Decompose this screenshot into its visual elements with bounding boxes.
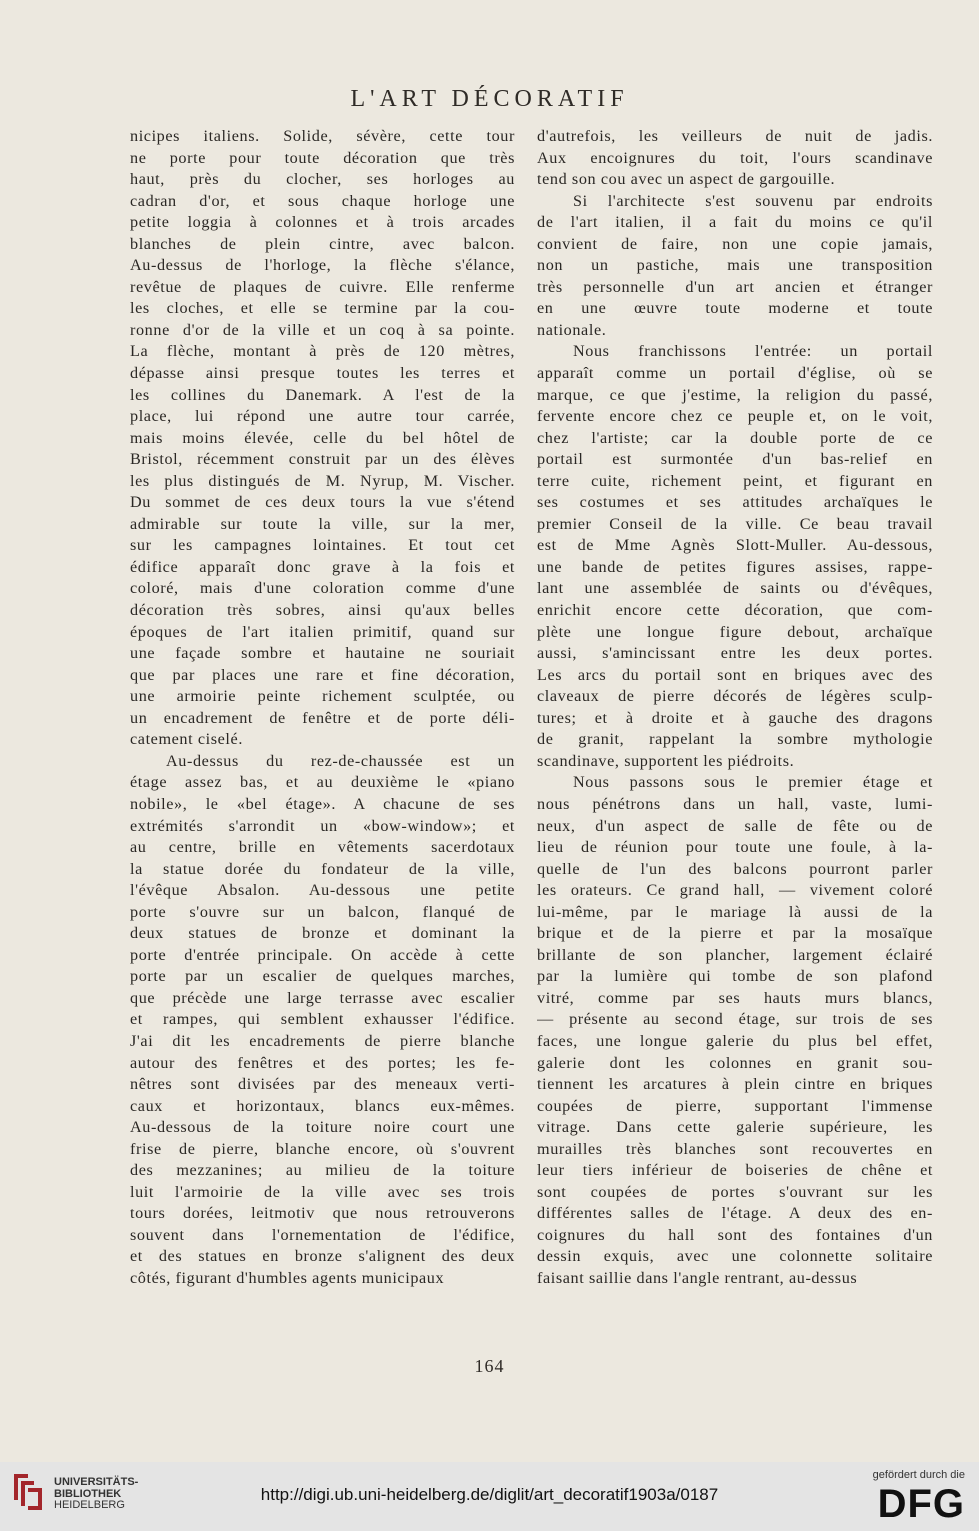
text-line: un encadrement de fenêtre et de porte déli-	[130, 708, 515, 727]
text-line: — présente au second étage, sur trois de ses	[537, 1010, 933, 1029]
right-column	[537, 126, 933, 1290]
text-line: Si l'architecte s'est souvenu par endroits	[573, 191, 933, 210]
text-line: cadran d'or, et sous chaque horloge une	[130, 191, 515, 210]
text-line: la statue dorée du fondateur de la ville,	[130, 859, 515, 878]
text-line: chez l'artiste; car la double porte de ce	[537, 428, 933, 447]
text-line: très personnelle d'un art ancien et étranger	[537, 277, 933, 296]
footer-bar	[0, 1462, 979, 1531]
text-line: petite loggia à colonnes et à trois arcades	[130, 213, 515, 232]
text-line: que précède une large terrasse avec escalier	[130, 988, 515, 1007]
text-line: lant une assemblée de saints ou d'évêques,	[537, 579, 933, 598]
text-line: mais moins élevée, celle du bel hôtel de	[130, 428, 515, 447]
text-line: vitré, comme par ses hauts murs blancs,	[537, 988, 933, 1007]
text-line: Au-dessus de l'horloge, la flèche s'élance,	[130, 256, 515, 275]
text-line: coupées de pierre, supportant l'immense	[537, 1096, 933, 1115]
text-line: coloré, mais d'une coloration comme d'une	[130, 579, 515, 598]
text-line: Les arcs du portail sont en briques avec des	[537, 665, 933, 684]
text-line: tours dorées, leitmotiv que nous retrouverons	[130, 1204, 515, 1223]
text-line: leur tiers inférieur de boiseries de chêne et	[537, 1161, 933, 1180]
text-line: nobile», le «bel étage». A chacune de ses	[130, 794, 515, 813]
text-line: édifice apparaît donc grave à la fois et	[130, 557, 515, 576]
text-line: Au-dessous de la toiture noire court une	[130, 1118, 515, 1137]
text-line: claveaux de pierre décorés de légères sculp-	[537, 687, 933, 706]
text-line: au centre, brille en vêtements sacerdotaux	[130, 838, 515, 857]
text-line: convient de faire, non une copie jamais,	[537, 234, 933, 253]
text-line: ses costumes et ses attitudes archaïques le	[537, 493, 933, 512]
text-line: les orateurs. Ce grand hall, — vivement coloré	[537, 881, 933, 900]
text-line: Nous passons sous le premier étage et	[573, 773, 933, 792]
left-column	[130, 126, 515, 1290]
text-line: les cloches, et elle se termine par la cou-	[130, 299, 515, 318]
text-line: aussi, s'amincissant entre les deux portes.	[537, 644, 933, 663]
text-line: souvent dans l'ornementation de l'édifice,	[130, 1225, 515, 1244]
text-line: frise de pierre, blanche encore, où s'ouvrent	[130, 1139, 515, 1158]
text-line: nêtres sont divisées par des meneaux verti-	[130, 1075, 515, 1094]
text-line: brillante de son plancher, largement éclairé	[537, 945, 933, 964]
text-line: que par places une rare et fine décoration,	[130, 665, 515, 684]
text-line: Au-dessus du rez-de-chaussée est un	[166, 751, 515, 770]
text-line: tiennent les arcatures à plein cintre en briques	[537, 1075, 933, 1094]
text-line: en une œuvre toute moderne et toute	[537, 299, 933, 318]
text-line: de l'art italien, il a fait du moins ce qu'il	[537, 213, 933, 232]
text-line: côtés, figurant d'humbles agents municipaux	[130, 1268, 445, 1287]
text-line: neux, d'un aspect de salle de fête ou de	[537, 816, 933, 835]
text-line: est de Mme Agnès Slott-Muller. Au-dessous,	[537, 536, 933, 555]
running-head: L'ART DÉCORATIF	[350, 86, 629, 112]
text-line: une bande de petites figures assises, rappe-	[537, 557, 933, 576]
text-line: premier Conseil de la ville. Ce beau travail	[537, 514, 933, 533]
text-line: lui-même, par le mariage là aussi de la	[537, 902, 933, 921]
text-line: étage assez bas, et au deuxième le «piano	[130, 773, 515, 792]
text-line: extrémités s'arrondit un «bow-window»; et	[130, 816, 515, 835]
source-url-link[interactable]: http://digi.ub.uni-heidelberg.de/diglit/art_decoratif1903a/0187	[260, 1485, 719, 1504]
text-line: sont coupées de portes s'ouvrant sur les	[537, 1182, 933, 1201]
text-line: portail est surmontée d'un bas-relief en	[537, 450, 933, 469]
page-number: 164	[474, 1356, 505, 1376]
text-line: blanches de plein cintre, avec balcon.	[130, 234, 515, 253]
text-line: faces, une longue galerie du plus bel effet,	[537, 1031, 933, 1050]
text-line: tend son cou avec un aspect de gargouille.	[537, 170, 836, 189]
text-line: l'évêque Absalon. Au-dessous une petite	[130, 881, 515, 900]
text-line: lieu de réunion pour toute une foule, à la-	[537, 838, 933, 857]
text-line: nationale.	[537, 320, 607, 339]
text-line: une façade sombre et hautaine ne souriait	[130, 644, 515, 663]
text-line: et des statues en bronze s'alignent des deux	[130, 1247, 515, 1266]
text-line: admirable sur toute la ville, sur la mer,	[130, 514, 515, 533]
text-line: J'ai dit les encadrements de pierre blanche	[130, 1031, 515, 1050]
text-line: Nous franchissons l'entrée: un portail	[573, 342, 933, 361]
text-line: apparaît comme un portail d'église, où se	[537, 364, 933, 383]
text-line: scandinave, supportent les piédroits.	[537, 751, 795, 770]
text-line: porte d'entrée principale. On accède à cette	[130, 945, 515, 964]
sponsor-label: gefördert durch die	[872, 1469, 965, 1481]
text-line: porte s'ouvre sur un balcon, flanqué de	[130, 902, 515, 921]
text-line: des mezzanines; au milieu de la toiture	[130, 1161, 515, 1180]
text-line: vitrage. Dans cette galerie supérieure, les	[537, 1118, 933, 1137]
text-line: Du sommet de ces deux tours la vue s'étend	[130, 493, 515, 512]
text-line: nicipes italiens. Solide, sévère, cette tour	[130, 127, 515, 145]
text-line: porte par un escalier de quelques marches,	[130, 967, 515, 986]
text-line: place, lui répond une autre tour carrée,	[130, 407, 515, 426]
text-line: et rampes, qui semblent exhausser l'édifice.	[130, 1010, 515, 1029]
text-line: revêtue de plaques de cuivre. Elle renferme	[130, 277, 515, 296]
text-line: luit l'armoirie de la ville avec ses trois	[130, 1182, 515, 1201]
text-line: sur les campagnes lointaines. Et tout cet	[130, 536, 515, 555]
text-line: quelle de l'un des balcons pourront parler	[537, 859, 933, 878]
text-line: coignures du hall sont des fontaines d'un	[537, 1225, 933, 1244]
text-line: tures; et à droite et à gauche des dragons	[537, 708, 933, 727]
text-line: nous pénétrons dans un hall, vaste, lumi-	[537, 794, 933, 813]
text-line: La flèche, montant à près de 120 mètres,	[130, 342, 515, 361]
text-line: dépasse ainsi presque toutes les terres et	[130, 364, 515, 383]
text-line: murailles très blanches sont recouvertes en	[537, 1139, 933, 1158]
text-line: par la lumière qui tombe de son plafond	[537, 967, 933, 986]
text-line: époques de l'art italien primitif, quand sur	[130, 622, 515, 641]
dfg-logo: DFG	[877, 1482, 965, 1526]
text-line: brique et de la pierre et par la mosaïque	[537, 924, 933, 943]
text-line: ronne d'or de la ville et un coq à sa pointe.	[130, 320, 515, 339]
library-name-line: BIBLIOTHEK	[54, 1487, 122, 1500]
text-line: fervente encore chez ce peuple et, on le voit,	[537, 407, 933, 426]
text-line: une armoirie peinte richement sculptée, ou	[130, 687, 515, 706]
text-line: caux et horizontaux, blancs eux-mêmes.	[130, 1096, 515, 1115]
text-line: catement ciselé.	[130, 730, 243, 749]
text-line: haut, près du clocher, ses horloges au	[130, 170, 515, 189]
library-name-line: HEIDELBERG	[54, 1499, 125, 1511]
text-line: galerie dont les colonnes en granit sou-	[537, 1053, 933, 1072]
text-line: Bristol, récemment construit par un des élèves	[130, 450, 515, 469]
text-line: les collines du Danemark. A l'est de la	[130, 385, 515, 404]
text-line: deux statues de bronze et dominant la	[130, 924, 515, 943]
text-line: non un pastiche, mais une transposition	[537, 256, 933, 275]
text-line: dessin exquis, avec une colonnette solitaire	[537, 1247, 933, 1266]
text-line: autour des fenêtres et des portes; les fe-	[130, 1053, 515, 1072]
text-line: ne porte pour toute décoration que très	[130, 148, 515, 167]
text-line: différentes salles de l'étage. A deux des en-	[537, 1204, 933, 1223]
text-line: décoration très sobres, ainsi qu'aux belles	[130, 601, 515, 620]
text-line: faisant saillie dans l'angle rentrant, au-dessus	[537, 1268, 858, 1287]
text-line: plète une longue figure debout, archaïque	[537, 622, 933, 641]
text-line: d'autrefois, les veilleurs de nuit de jadis.	[537, 127, 933, 145]
text-line: enrichit encore cette décoration, que com-	[537, 601, 933, 620]
library-name-line: UNIVERSITÄTS-	[54, 1476, 139, 1488]
text-line: terre cuite, richement peint, et figurant en	[537, 471, 933, 490]
text-line: de granit, rappelant la sombre mythologie	[537, 730, 933, 749]
text-line: marque, ce que j'estime, la religion du passé,	[537, 385, 933, 404]
text-line: les plus distingués de M. Nyrup, M. Vischer.	[130, 471, 515, 490]
text-line: Aux encoignures du toit, l'ours scandinave	[537, 148, 933, 167]
